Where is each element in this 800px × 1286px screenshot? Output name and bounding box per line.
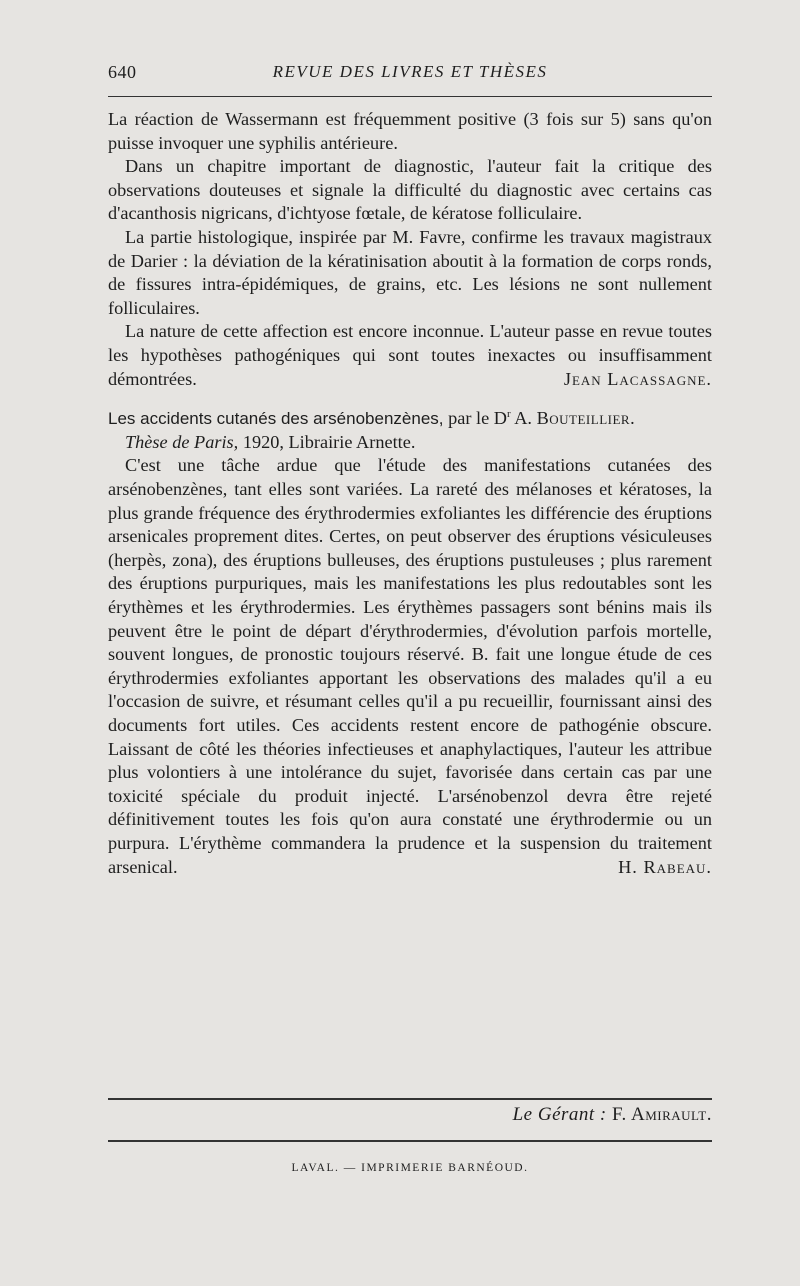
- paragraph: [108, 320, 712, 391]
- running-head: REVUE DES LIVRES ET THÈSES: [272, 62, 548, 81]
- footer-rule-top: [108, 1098, 712, 1100]
- body-text: [108, 108, 712, 879]
- signature: H. Rabeau.: [618, 856, 712, 877]
- publication-title: Thèse de Paris,: [125, 431, 239, 452]
- footer-rule-bottom: [108, 1140, 712, 1142]
- author-initial: A.: [514, 408, 532, 429]
- paragraph: [108, 454, 712, 879]
- page-number: 640: [108, 62, 137, 82]
- manager-line: [108, 1104, 712, 1126]
- review-heading: [108, 403, 712, 431]
- review-title: Les accidents cutanés des arsénobenzènes,: [108, 409, 444, 429]
- manager-name: F. Amirault.: [612, 1104, 712, 1125]
- paragraph: Dans un chapitre important de diagnostic, l'auteur fait la critique des observations douteuses et signale la difficulté du diagnostic avec certains cas d'acanthosis nigricans, d'ichtyose fœtale, de kératose folliculaire.: [108, 156, 712, 224]
- header-rule: [108, 96, 712, 97]
- paragraph-text: La nature de cette affection est encore inconnue. L'auteur passe en revue toutes les hypothèses pathogéniques qui sont toutes inexactes ou insuffisamment démontrées.: [108, 321, 712, 389]
- paragraph: La partie histologique, inspirée par M. Favre, confirme les travaux magistraux de Darier : la déviation de la kératinisation aboutit à la formation de corps ronds, de fissures intra-épidémiques, de grains, etc. Les lésions ne sont nullement folliculaires.: [108, 226, 712, 318]
- paragraph: La réaction de Wassermann est fréquemment positive (3 fois sur 5) sans qu'on puisse invoquer une syphilis antérieure.: [108, 109, 712, 153]
- publication-details: 1920, Librairie Arnette.: [242, 431, 416, 452]
- page-header: [108, 62, 712, 88]
- author-name: Bouteillier.: [536, 408, 636, 429]
- author-prefix: $D^r$: [493, 408, 511, 429]
- publication-line: [108, 431, 712, 455]
- review-by: par le: [448, 408, 490, 429]
- review-lacassagne: [108, 108, 712, 391]
- signature: Jean Lacassagne.: [563, 368, 712, 389]
- printer-imprint: LAVAL. — IMPRIMERIE BARNÉOUD.: [291, 1162, 529, 1174]
- paragraph-text: C'est une tâche ardue que l'étude des manifestations cutanées des arsénobenzènes, tant elles sont variées. La rareté des mélanoses et kératoses, la plus grande fréquence des érythrodermies exfoliantes les différencie des éruptions arsenicales proprement dites. Certes, on peut observer des éruptions vésiculeuses (herpès, zona), des éruptions bulleuses, des éruptions pustuleuses ; plus rarement des éruptions purpuriques, mais les manifestations les plus redoutables sont les érythèmes et les érythrodermies. Les érythèmes passagers sont bénins mais ils peuvent être le point de départ d'érythrodermies, d'évolution parfois mortelle, souvent longues, de pronostic toujours réservé. B. fait une longue étude de ces érythrodermies exfoliantes apportant les observations des malades qu'il a eu l'occasion de suivre, et résumant celles qu'il a pu recueillir, fournissant ainsi des documents fort utiles. Ces accidents restent encore de pathogénie obscure. Laissant de côté les théories infectieuses et anaphylactiques, l'auteur les attribue plus volontiers à une intolérance du sujet, favorisée dans certain cas par une toxicité spéciale du produit injecté. L'arsénobenzol devra être rejeté définitivement toutes les fois qu'on aura constaté une érythrodermie ou un purpura. L'érythème commandera la prudence et la suspension du traitement arsenical.: [108, 455, 712, 877]
- review-bouteillier: [108, 403, 712, 879]
- manager-label: Le Gérant :: [512, 1104, 607, 1125]
